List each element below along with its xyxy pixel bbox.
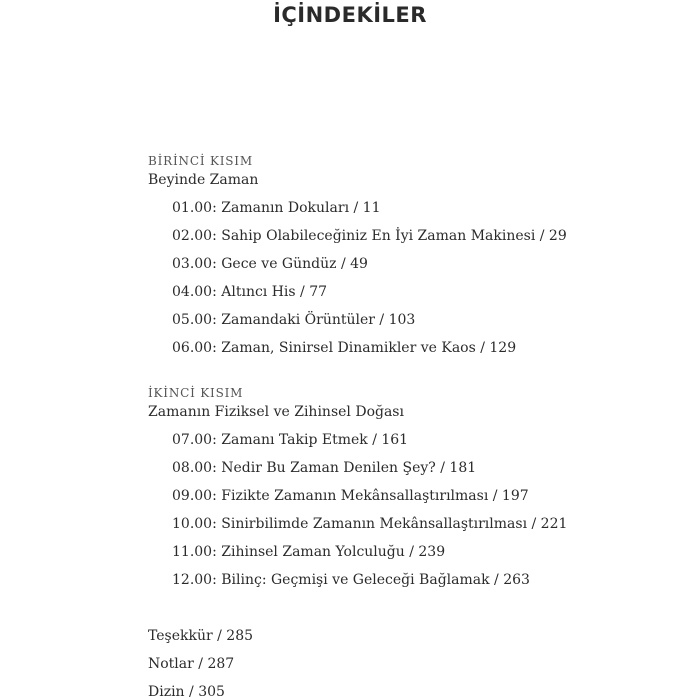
chapter-entry[interactable]: 07.00: Zamanı Takip Etmek / 161 bbox=[172, 432, 409, 448]
chapter-entry[interactable]: 09.00: Fizikte Zamanın Mekânsallaştırılması / 197 bbox=[172, 488, 529, 504]
chapter-entry[interactable]: 10.00: Sinirbilimde Zamanın Mekânsallaştırılması / 221 bbox=[172, 516, 568, 532]
chapter-entry[interactable]: 08.00: Nedir Bu Zaman Denilen Şey? / 181 bbox=[172, 460, 477, 476]
chapter-entry[interactable]: 04.00: Altıncı His / 77 bbox=[172, 284, 328, 300]
chapter-entry[interactable]: 06.00: Zaman, Sinirsel Dinamikler ve Kaos / 129 bbox=[172, 340, 517, 356]
page-title: İÇİNDEKİLER bbox=[273, 3, 427, 27]
part-title-2: Zamanın Fiziksel ve Zihinsel Doğası bbox=[148, 404, 404, 420]
part-label-1: BİRİNCİ KISIM bbox=[148, 154, 253, 168]
part-title-1: Beyinde Zaman bbox=[148, 172, 259, 188]
back-matter-entry[interactable]: Notlar / 287 bbox=[148, 656, 235, 672]
chapter-entry[interactable]: 05.00: Zamandaki Örüntüler / 103 bbox=[172, 312, 416, 328]
chapter-entry[interactable]: 02.00: Sahip Olabileceğiniz En İyi Zaman Makinesi / 29 bbox=[172, 228, 567, 244]
back-matter-entry[interactable]: Teşekkür / 285 bbox=[148, 628, 254, 644]
back-matter-entry[interactable]: Dizin / 305 bbox=[148, 684, 225, 700]
part-label-2: İKİNCİ KISIM bbox=[148, 386, 244, 400]
chapter-entry[interactable]: 03.00: Gece ve Gündüz / 49 bbox=[172, 256, 368, 272]
chapter-entry[interactable]: 12.00: Bilinç: Geçmişi ve Geleceği Bağlamak / 263 bbox=[172, 572, 530, 588]
chapter-entry[interactable]: 11.00: Zihinsel Zaman Yolculuğu / 239 bbox=[172, 544, 446, 560]
chapter-entry[interactable]: 01.00: Zamanın Dokuları / 11 bbox=[172, 200, 381, 216]
